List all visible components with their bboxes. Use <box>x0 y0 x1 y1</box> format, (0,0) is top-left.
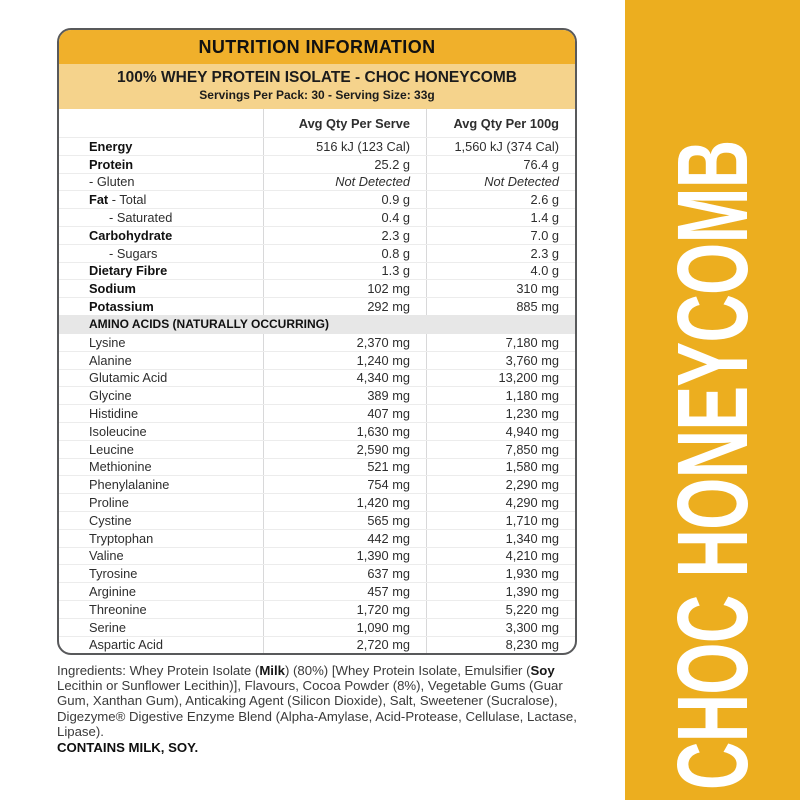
amino-value-100g: 4,210 mg <box>426 548 575 565</box>
nutrient-rows <box>59 138 575 315</box>
amino-acid-name-text: Aspartic Acid <box>89 637 163 653</box>
amino-acid-row <box>59 564 575 582</box>
amino-value-serve: 1,090 mg <box>263 619 426 636</box>
flavour-strip <box>625 0 800 800</box>
amino-value-100g: 1,230 mg <box>426 405 575 422</box>
nutrient-value-100g: 2.3 g <box>426 245 575 262</box>
amino-acid-row <box>59 582 575 600</box>
amino-value-100g: 13,200 mg <box>426 370 575 387</box>
amino-value-100g: 2,290 mg <box>426 476 575 493</box>
amino-acid-name <box>59 370 263 387</box>
amino-value-100g: 8,230 mg <box>426 637 575 654</box>
amino-value-serve: 2,370 mg <box>263 334 426 351</box>
nutrient-row <box>59 190 575 208</box>
amino-acid-rows <box>59 334 575 653</box>
amino-value-serve: 442 mg <box>263 530 426 547</box>
amino-acid-row <box>59 475 575 493</box>
allergen-bold: Soy <box>530 663 555 678</box>
amino-value-serve: 1,630 mg <box>263 423 426 440</box>
amino-acid-row <box>59 618 575 636</box>
nutrient-label-bold: Potassium <box>89 299 154 315</box>
amino-acid-name <box>59 476 263 493</box>
nutrient-label-bold: Carbohydrate <box>89 227 173 243</box>
nutrient-value-100g: 885 mg <box>426 298 575 315</box>
amino-acid-name-text: Serine <box>89 619 126 635</box>
amino-acid-name-text: Proline <box>89 495 129 511</box>
amino-value-100g: 1,180 mg <box>426 387 575 404</box>
amino-acid-name-text: Phenylalanine <box>89 477 170 493</box>
amino-acid-row <box>59 493 575 511</box>
nutrient-row <box>59 279 575 297</box>
nutrient-value-serve: 1.3 g <box>263 263 426 280</box>
nutrient-value-100g: 4.0 g <box>426 263 575 280</box>
column-header-row <box>59 109 575 138</box>
amino-acid-name <box>59 387 263 404</box>
nutrient-value-serve: 516 kJ (123 Cal) <box>263 138 426 155</box>
nutrient-label <box>59 191 263 208</box>
amino-value-serve: 1,240 mg <box>263 352 426 369</box>
nutrient-value-100g: 2.6 g <box>426 191 575 208</box>
ingredients-block <box>57 663 593 755</box>
nutrient-label-bold: Dietary Fibre <box>89 263 168 279</box>
amino-value-serve: 2,720 mg <box>263 637 426 654</box>
amino-acid-name-text: Methionine <box>89 459 152 475</box>
nutrient-label <box>59 245 263 262</box>
amino-acid-name <box>59 619 263 636</box>
amino-value-100g: 1,930 mg <box>426 565 575 582</box>
allergen-bold: Milk <box>259 663 285 678</box>
nutrient-value-100g: Not Detected <box>426 174 575 191</box>
amino-section-header: AMINO ACIDS (NATURALLY OCCURRING) <box>59 315 575 334</box>
column-header-spacer <box>59 109 263 137</box>
amino-acid-name <box>59 601 263 618</box>
amino-acid-row <box>59 547 575 565</box>
amino-acid-name-text: Glycine <box>89 388 132 404</box>
nutrient-label-bold: Sodium <box>89 281 136 297</box>
nutrient-row <box>59 262 575 280</box>
nutrient-row <box>59 155 575 173</box>
contains-statement: CONTAINS MILK, SOY. <box>57 740 199 756</box>
nutrient-label <box>59 227 263 244</box>
nutrient-value-100g: 1.4 g <box>426 209 575 226</box>
nutrient-value-100g: 310 mg <box>426 280 575 297</box>
amino-acid-row <box>59 422 575 440</box>
amino-acid-name <box>59 441 263 458</box>
amino-value-100g: 4,290 mg <box>426 494 575 511</box>
nutrition-panel <box>57 28 577 655</box>
column-header-serve: Avg Qty Per Serve <box>263 109 426 137</box>
amino-acid-name <box>59 352 263 369</box>
amino-acid-name <box>59 548 263 565</box>
nutrient-value-100g: 7.0 g <box>426 227 575 244</box>
servings-info: Servings Per Pack: 30 - Serving Size: 33g <box>199 88 435 102</box>
amino-acid-name-text: Arginine <box>89 584 136 600</box>
amino-acid-row <box>59 351 575 369</box>
amino-acid-row <box>59 369 575 387</box>
amino-value-serve: 4,340 mg <box>263 370 426 387</box>
column-header-100g: Avg Qty Per 100g <box>426 109 575 137</box>
flavour-vertical-text: CHOC HONEYCOMB <box>656 140 769 790</box>
nutrient-value-serve: 0.9 g <box>263 191 426 208</box>
amino-value-serve: 637 mg <box>263 565 426 582</box>
amino-acid-name-text: Glutamic Acid <box>89 370 168 386</box>
amino-value-serve: 2,590 mg <box>263 441 426 458</box>
amino-acid-row <box>59 636 575 654</box>
amino-value-100g: 3,760 mg <box>426 352 575 369</box>
amino-value-serve: 754 mg <box>263 476 426 493</box>
product-subtitle-bar <box>59 64 575 109</box>
amino-acid-row <box>59 404 575 422</box>
amino-acid-name-text: Valine <box>89 548 124 564</box>
amino-acid-name <box>59 583 263 600</box>
nutrient-value-serve: 0.8 g <box>263 245 426 262</box>
amino-acid-name-text: Histidine <box>89 406 139 422</box>
nutrient-row <box>59 138 575 155</box>
amino-value-100g: 1,710 mg <box>426 512 575 529</box>
amino-acid-name <box>59 494 263 511</box>
amino-acid-name-text: Lysine <box>89 334 126 350</box>
amino-acid-name <box>59 334 263 351</box>
nutrient-row <box>59 173 575 191</box>
nutrient-label-bold: Protein <box>89 156 134 172</box>
nutrient-value-serve: 292 mg <box>263 298 426 315</box>
amino-value-100g: 1,340 mg <box>426 530 575 547</box>
amino-acid-name-text: Isoleucine <box>89 423 147 439</box>
amino-value-serve: 565 mg <box>263 512 426 529</box>
amino-value-serve: 1,420 mg <box>263 494 426 511</box>
nutrient-row <box>59 226 575 244</box>
amino-acid-name-text: Leucine <box>89 441 134 457</box>
nutrient-value-serve: 102 mg <box>263 280 426 297</box>
amino-value-100g: 7,180 mg <box>426 334 575 351</box>
amino-value-100g: 4,940 mg <box>426 423 575 440</box>
amino-acid-name <box>59 423 263 440</box>
nutrient-row <box>59 208 575 226</box>
nutrient-value-100g: 1,560 kJ (374 Cal) <box>426 138 575 155</box>
amino-value-100g: 3,300 mg <box>426 619 575 636</box>
amino-value-serve: 457 mg <box>263 583 426 600</box>
amino-acid-name <box>59 530 263 547</box>
nutrient-label-rest: - Saturated <box>109 210 173 226</box>
nutrient-label-bold: Energy <box>89 138 133 154</box>
amino-value-serve: 1,390 mg <box>263 548 426 565</box>
amino-value-100g: 1,390 mg <box>426 583 575 600</box>
amino-value-serve: 1,720 mg <box>263 601 426 618</box>
amino-acid-row <box>59 458 575 476</box>
amino-acid-name-text: Threonine <box>89 601 147 617</box>
amino-acid-name-text: Tryptophan <box>89 530 154 546</box>
amino-acid-name <box>59 637 263 654</box>
nutrient-label <box>59 280 263 297</box>
amino-acid-row <box>59 386 575 404</box>
nutrient-label <box>59 138 263 155</box>
amino-value-100g: 7,850 mg <box>426 441 575 458</box>
amino-acid-name-text: Tyrosine <box>89 566 138 582</box>
nutrient-label <box>59 263 263 280</box>
nutrient-label-rest: - Gluten <box>89 174 135 190</box>
amino-value-100g: 1,580 mg <box>426 459 575 476</box>
nutrient-value-serve: 0.4 g <box>263 209 426 226</box>
nutrient-label <box>59 209 263 226</box>
amino-acid-name-text: Cystine <box>89 512 132 528</box>
nutrient-label <box>59 156 263 173</box>
amino-acid-row <box>59 529 575 547</box>
amino-acid-name <box>59 459 263 476</box>
nutrient-value-100g: 76.4 g <box>426 156 575 173</box>
amino-acid-row <box>59 334 575 351</box>
nutrient-row <box>59 297 575 315</box>
amino-acid-name-text: Alanine <box>89 352 132 368</box>
nutrient-label <box>59 298 263 315</box>
nutrient-label-rest: - Total <box>108 192 147 208</box>
nutrient-label-bold: Fat <box>89 192 109 208</box>
amino-acid-name <box>59 405 263 422</box>
nutrient-value-serve: Not Detected <box>263 174 426 191</box>
amino-acid-row <box>59 511 575 529</box>
amino-acid-row <box>59 440 575 458</box>
amino-acid-row <box>59 600 575 618</box>
nutrient-label <box>59 174 263 191</box>
product-name: 100% WHEY PROTEIN ISOLATE - CHOC HONEYCOMB <box>117 69 517 86</box>
panel-title: NUTRITION INFORMATION <box>59 30 575 64</box>
amino-value-serve: 407 mg <box>263 405 426 422</box>
amino-acid-name <box>59 565 263 582</box>
amino-value-100g: 5,220 mg <box>426 601 575 618</box>
nutrient-label-rest: - Sugars <box>109 245 158 261</box>
ingredients-text: Ingredients: Whey Protein Isolate (Milk) (80%) [Whey Protein Isolate, Emulsifier (Soy Lecithin or Sunflower Lecithin)], Flavours, Cocoa Powder (8%), Vegetable Gums (Guar Gum, Xanthan Gum), Anticaking Agent (Silicon Dioxide), Salt, Sweetener (Sucralose), Digezyme® Digestive Enzyme Blend (Alpha-Amylase, Acid-Protease, Cellulase, Lactase, Lipase). <box>57 663 577 739</box>
nutrient-row <box>59 244 575 262</box>
nutrient-value-serve: 25.2 g <box>263 156 426 173</box>
amino-value-serve: 521 mg <box>263 459 426 476</box>
amino-acid-name <box>59 512 263 529</box>
amino-value-serve: 389 mg <box>263 387 426 404</box>
nutrient-value-serve: 2.3 g <box>263 227 426 244</box>
